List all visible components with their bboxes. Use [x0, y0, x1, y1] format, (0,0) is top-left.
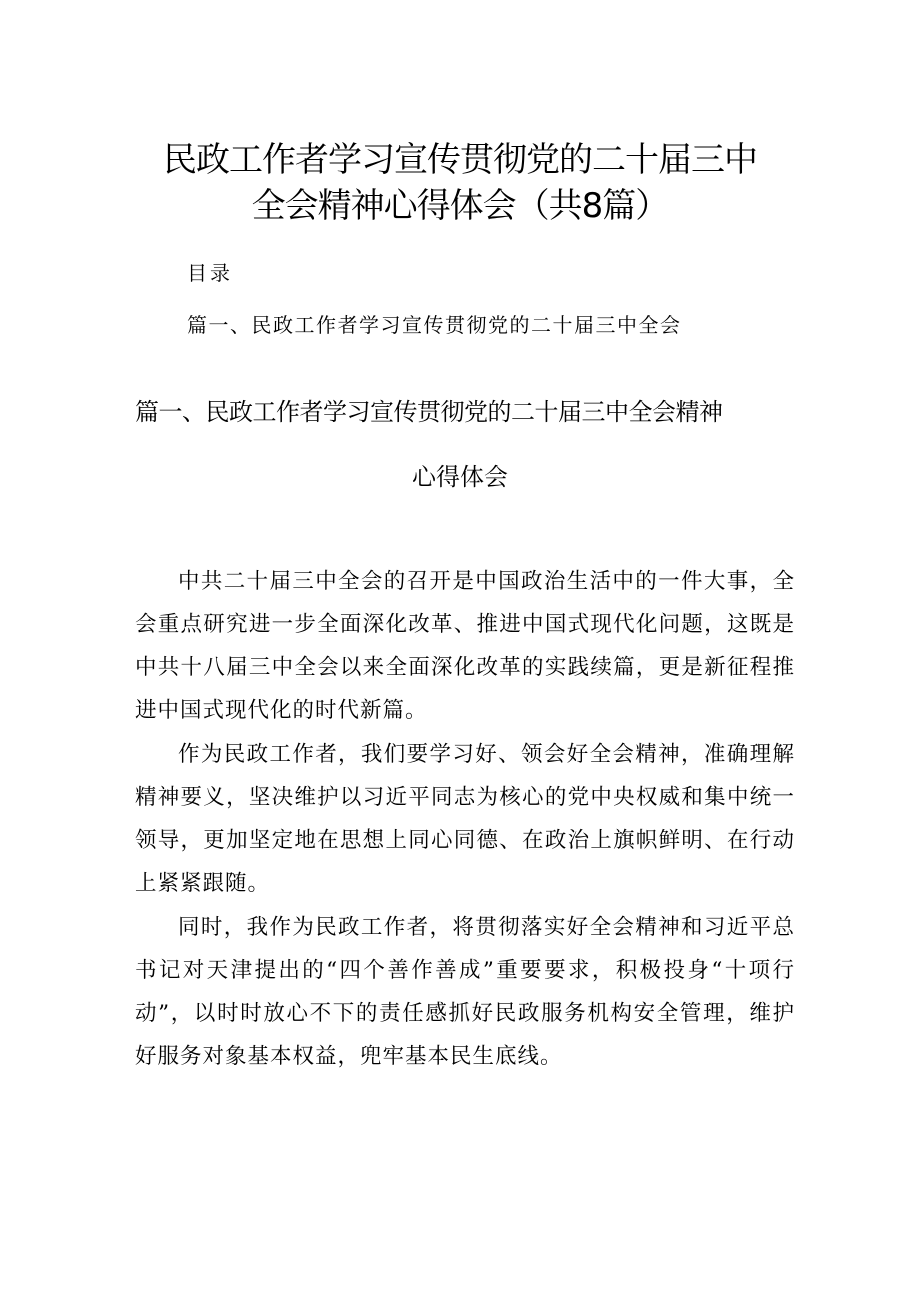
document-title-line-2: 全会精神心得体会（共8篇）: [251, 186, 669, 226]
toc-item[interactable]: 篇一、民政工作者学习宣传贯彻党的二十届三中全会: [187, 313, 682, 337]
body-paragraph: 中共二十届三中全会的召开是中国政治生活中的一件大事，全会重点研究进一步全面深化改革、推进中国式现代化问题，这既是中共十八届三中全会以来全面深化改革的实践续篇，更是新征程推进中国式现代化的时代新篇。: [135, 569, 795, 723]
toc-heading: 目录: [187, 261, 233, 285]
document-title-line-1: 民政工作者学习宣传贯彻党的二十届三中: [163, 140, 757, 180]
body-paragraph: 作为民政工作者，我们要学习好、领会好全会精神，准确理解精神要义，坚决维护以习近平同志为核心的党中央权威和集中统一领导，更加坚定地在思想上同心同德、在政治上旗帜鲜明、在行动上紧紧跟随。: [135, 742, 795, 896]
body-paragraph: 同时，我作为民政工作者，将贯彻落实好全会精神和习近平总书记对天津提出的“四个善作善成”重要要求，积极投身“十项行动”，以时时放心不下的责任感抓好民政服务机构安全管理，维护好服务对象基本权益，兜牢基本民生底线。: [135, 915, 795, 1069]
section-subtitle: 心得体会: [412, 463, 508, 491]
section-title: 篇一、民政工作者学习宣传贯彻党的二十届三中全会精神: [135, 398, 723, 426]
